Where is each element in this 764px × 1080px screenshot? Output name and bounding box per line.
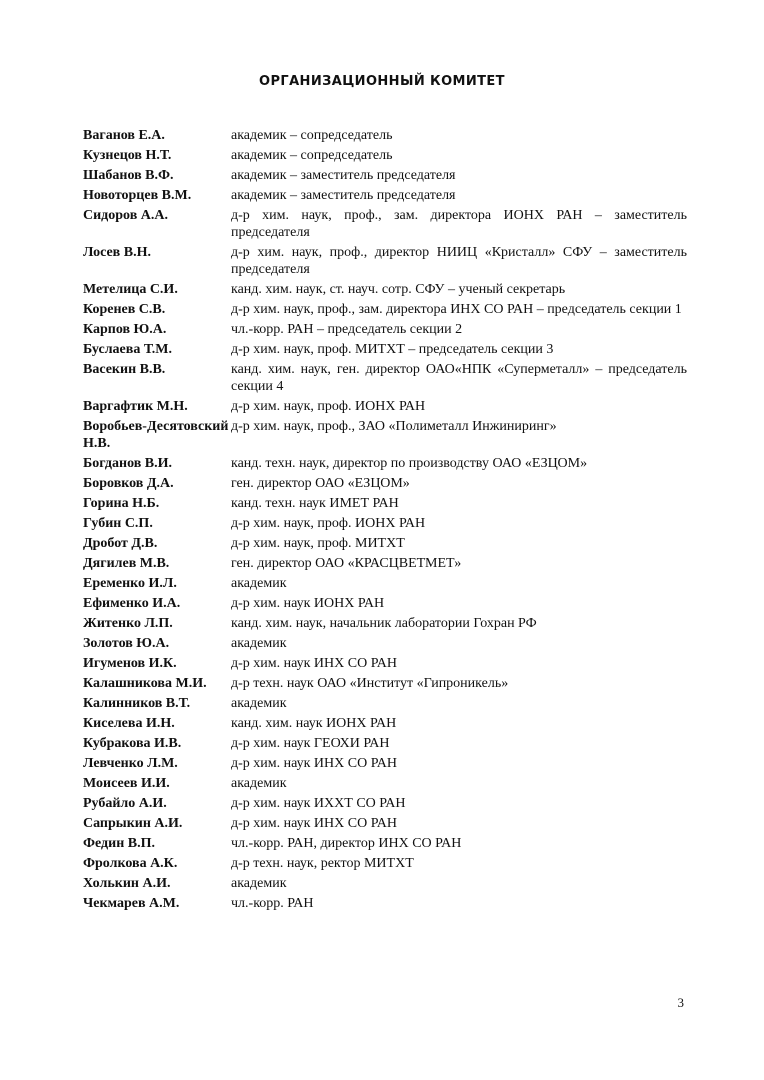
committee-member-row <box>83 187 687 204</box>
member-role: д-р хим. наук ИНХ СО РАН <box>231 756 397 771</box>
member-role: академик <box>231 876 287 891</box>
member-role: канд. хим. наук, ст. науч. сотр. СФУ – ученый секретарь <box>231 282 566 297</box>
member-name: Еременко И.Л. <box>83 576 177 591</box>
committee-member-row <box>83 775 687 792</box>
member-role: д-р хим. наук, проф. МИТХТ <box>231 536 405 551</box>
committee-member-row <box>83 207 687 241</box>
member-role: д-р хим. наук, проф., ЗАО «Полиметалл Инжиниринг» <box>231 419 557 434</box>
member-name: Новоторцев В.М. <box>83 188 192 203</box>
member-name: Варгафтик М.Н. <box>83 399 188 414</box>
member-name: Чекмарев А.М. <box>83 896 180 911</box>
committee-member-row <box>83 475 687 492</box>
committee-member-row <box>83 398 687 415</box>
member-role: д-р хим. наук, проф. ИОНХ РАН <box>231 516 426 531</box>
member-name: Федин В.П. <box>83 836 155 851</box>
member-role: д-р хим. наук, проф. ИОНХ РАН <box>231 399 426 414</box>
member-role: академик – заместитель председателя <box>231 168 456 183</box>
member-name: Губин С.П. <box>83 516 153 531</box>
member-role: академик <box>231 636 287 651</box>
committee-member-row <box>83 418 687 452</box>
committee-member-row <box>83 635 687 652</box>
committee-member-row <box>83 575 687 592</box>
committee-list <box>83 127 687 915</box>
committee-member-row <box>83 515 687 532</box>
member-name: Холькин А.И. <box>83 876 171 891</box>
committee-member-row <box>83 675 687 692</box>
member-role: д-р хим. наук ИНХ СО РАН <box>231 816 397 831</box>
committee-member-row <box>83 281 687 298</box>
member-role: ген. директор ОАО «ЕЗЦОМ» <box>231 476 410 491</box>
member-role: чл.-корр. РАН – председатель секции 2 <box>231 322 463 337</box>
committee-member-row <box>83 835 687 852</box>
member-role: чл.-корр. РАН, директор ИНХ СО РАН <box>231 836 462 851</box>
member-name: Кузнецов Н.Т. <box>83 148 172 163</box>
member-name: Левченко Л.М. <box>83 756 178 771</box>
page-number: 3 <box>677 995 684 1010</box>
member-role: д-р техн. наук ОАО «Институт «Гипроникель» <box>231 676 509 691</box>
member-role: канд. техн. наук ИМЕТ РАН <box>231 496 399 511</box>
member-name: Метелица С.И. <box>83 282 178 297</box>
member-name: Дягилев М.В. <box>83 556 170 571</box>
member-role: академик <box>231 576 287 591</box>
member-name: Богданов В.И. <box>83 456 173 471</box>
member-name: Кубракова И.В. <box>83 736 182 751</box>
committee-member-row <box>83 875 687 892</box>
committee-member-row <box>83 895 687 912</box>
committee-member-row <box>83 735 687 752</box>
committee-member-row <box>83 321 687 338</box>
committee-member-row <box>83 795 687 812</box>
member-name: Фролкова А.К. <box>83 856 178 871</box>
committee-member-row <box>83 341 687 358</box>
member-name: Ефименко И.А. <box>83 596 181 611</box>
member-name: Коренев С.В. <box>83 302 166 317</box>
member-role: канд. хим. наук, начальник лаборатории Гохран РФ <box>231 616 537 631</box>
member-role: д-р хим. наук, проф., зам. директора ИОНХ РАН – заместитель председателя <box>231 208 687 240</box>
member-role: д-р техн. наук, ректор МИТХТ <box>231 856 414 871</box>
committee-member-row <box>83 495 687 512</box>
committee-member-row <box>83 655 687 672</box>
member-role: чл.-корр. РАН <box>231 896 314 911</box>
member-role: академик <box>231 696 287 711</box>
committee-member-row <box>83 361 687 395</box>
committee-member-row <box>83 167 687 184</box>
member-name: Золотов Ю.А. <box>83 636 170 651</box>
member-role: д-р хим. наук, проф., директор НИИЦ «Кристалл» СФУ – заместитель председателя <box>231 245 687 277</box>
member-role: канд. хим. наук ИОНХ РАН <box>231 716 397 731</box>
member-name: Васекин В.В. <box>83 362 166 377</box>
member-role: д-р хим. наук ИОНХ РАН <box>231 596 385 611</box>
member-name: Буслаева Т.М. <box>83 342 172 357</box>
member-name: Калинников В.Т. <box>83 696 191 711</box>
member-name: Житенко Л.П. <box>83 616 173 631</box>
committee-member-row <box>83 244 687 278</box>
committee-member-row <box>83 555 687 572</box>
member-name: Боровков Д.А. <box>83 476 174 491</box>
member-name: Сапрыкин А.И. <box>83 816 183 831</box>
member-name: Игуменов И.К. <box>83 656 177 671</box>
member-role: академик – сопредседатель <box>231 148 393 163</box>
member-name: Сидоров А.А. <box>83 208 168 223</box>
committee-member-row <box>83 301 687 318</box>
member-role: академик <box>231 776 287 791</box>
member-role: академик – заместитель председателя <box>231 188 456 203</box>
committee-member-row <box>83 147 687 164</box>
member-role: д-р хим. наук, проф. МИТХТ – председатель секции 3 <box>231 342 554 357</box>
page-title: ОРГАНИЗАЦИОННЫЙ КОМИТЕТ <box>259 74 505 89</box>
committee-member-row <box>83 855 687 872</box>
member-name: Карпов Ю.А. <box>83 322 167 337</box>
member-name: Воробьев-Десятовский Н.В. <box>83 419 229 451</box>
committee-member-row <box>83 615 687 632</box>
member-name: Горина Н.Б. <box>83 496 160 511</box>
member-name: Шабанов В.Ф. <box>83 168 174 183</box>
member-role: д-р хим. наук ИХХТ СО РАН <box>231 796 406 811</box>
committee-member-row <box>83 127 687 144</box>
committee-member-row <box>83 695 687 712</box>
member-name: Киселева И.Н. <box>83 716 175 731</box>
member-role: канд. хим. наук, ген. директор ОАО«НПК «Суперметалл» – председатель секции 4 <box>231 362 687 394</box>
member-name: Ваганов Е.А. <box>83 128 165 143</box>
member-role: д-р хим. наук ИНХ СО РАН <box>231 656 397 671</box>
member-name: Дробот Д.В. <box>83 536 158 551</box>
member-role: ген. директор ОАО «КРАСЦВЕТМЕТ» <box>231 556 462 571</box>
member-name: Рубайло А.И. <box>83 796 167 811</box>
member-name: Калашникова М.И. <box>83 676 207 691</box>
committee-member-row <box>83 755 687 772</box>
committee-member-row <box>83 715 687 732</box>
member-role: д-р хим. наук, проф., зам. директора ИНХ СО РАН – председатель секции 1 <box>231 302 682 317</box>
committee-member-row <box>83 535 687 552</box>
committee-member-row <box>83 455 687 472</box>
member-name: Лосев В.Н. <box>83 245 151 260</box>
member-role: д-р хим. наук ГЕОХИ РАН <box>231 736 390 751</box>
member-role: академик – сопредседатель <box>231 128 393 143</box>
committee-member-row <box>83 595 687 612</box>
committee-member-row <box>83 815 687 832</box>
member-name: Моисеев И.И. <box>83 776 170 791</box>
member-role: канд. техн. наук, директор по производству ОАО «ЕЗЦОМ» <box>231 456 588 471</box>
